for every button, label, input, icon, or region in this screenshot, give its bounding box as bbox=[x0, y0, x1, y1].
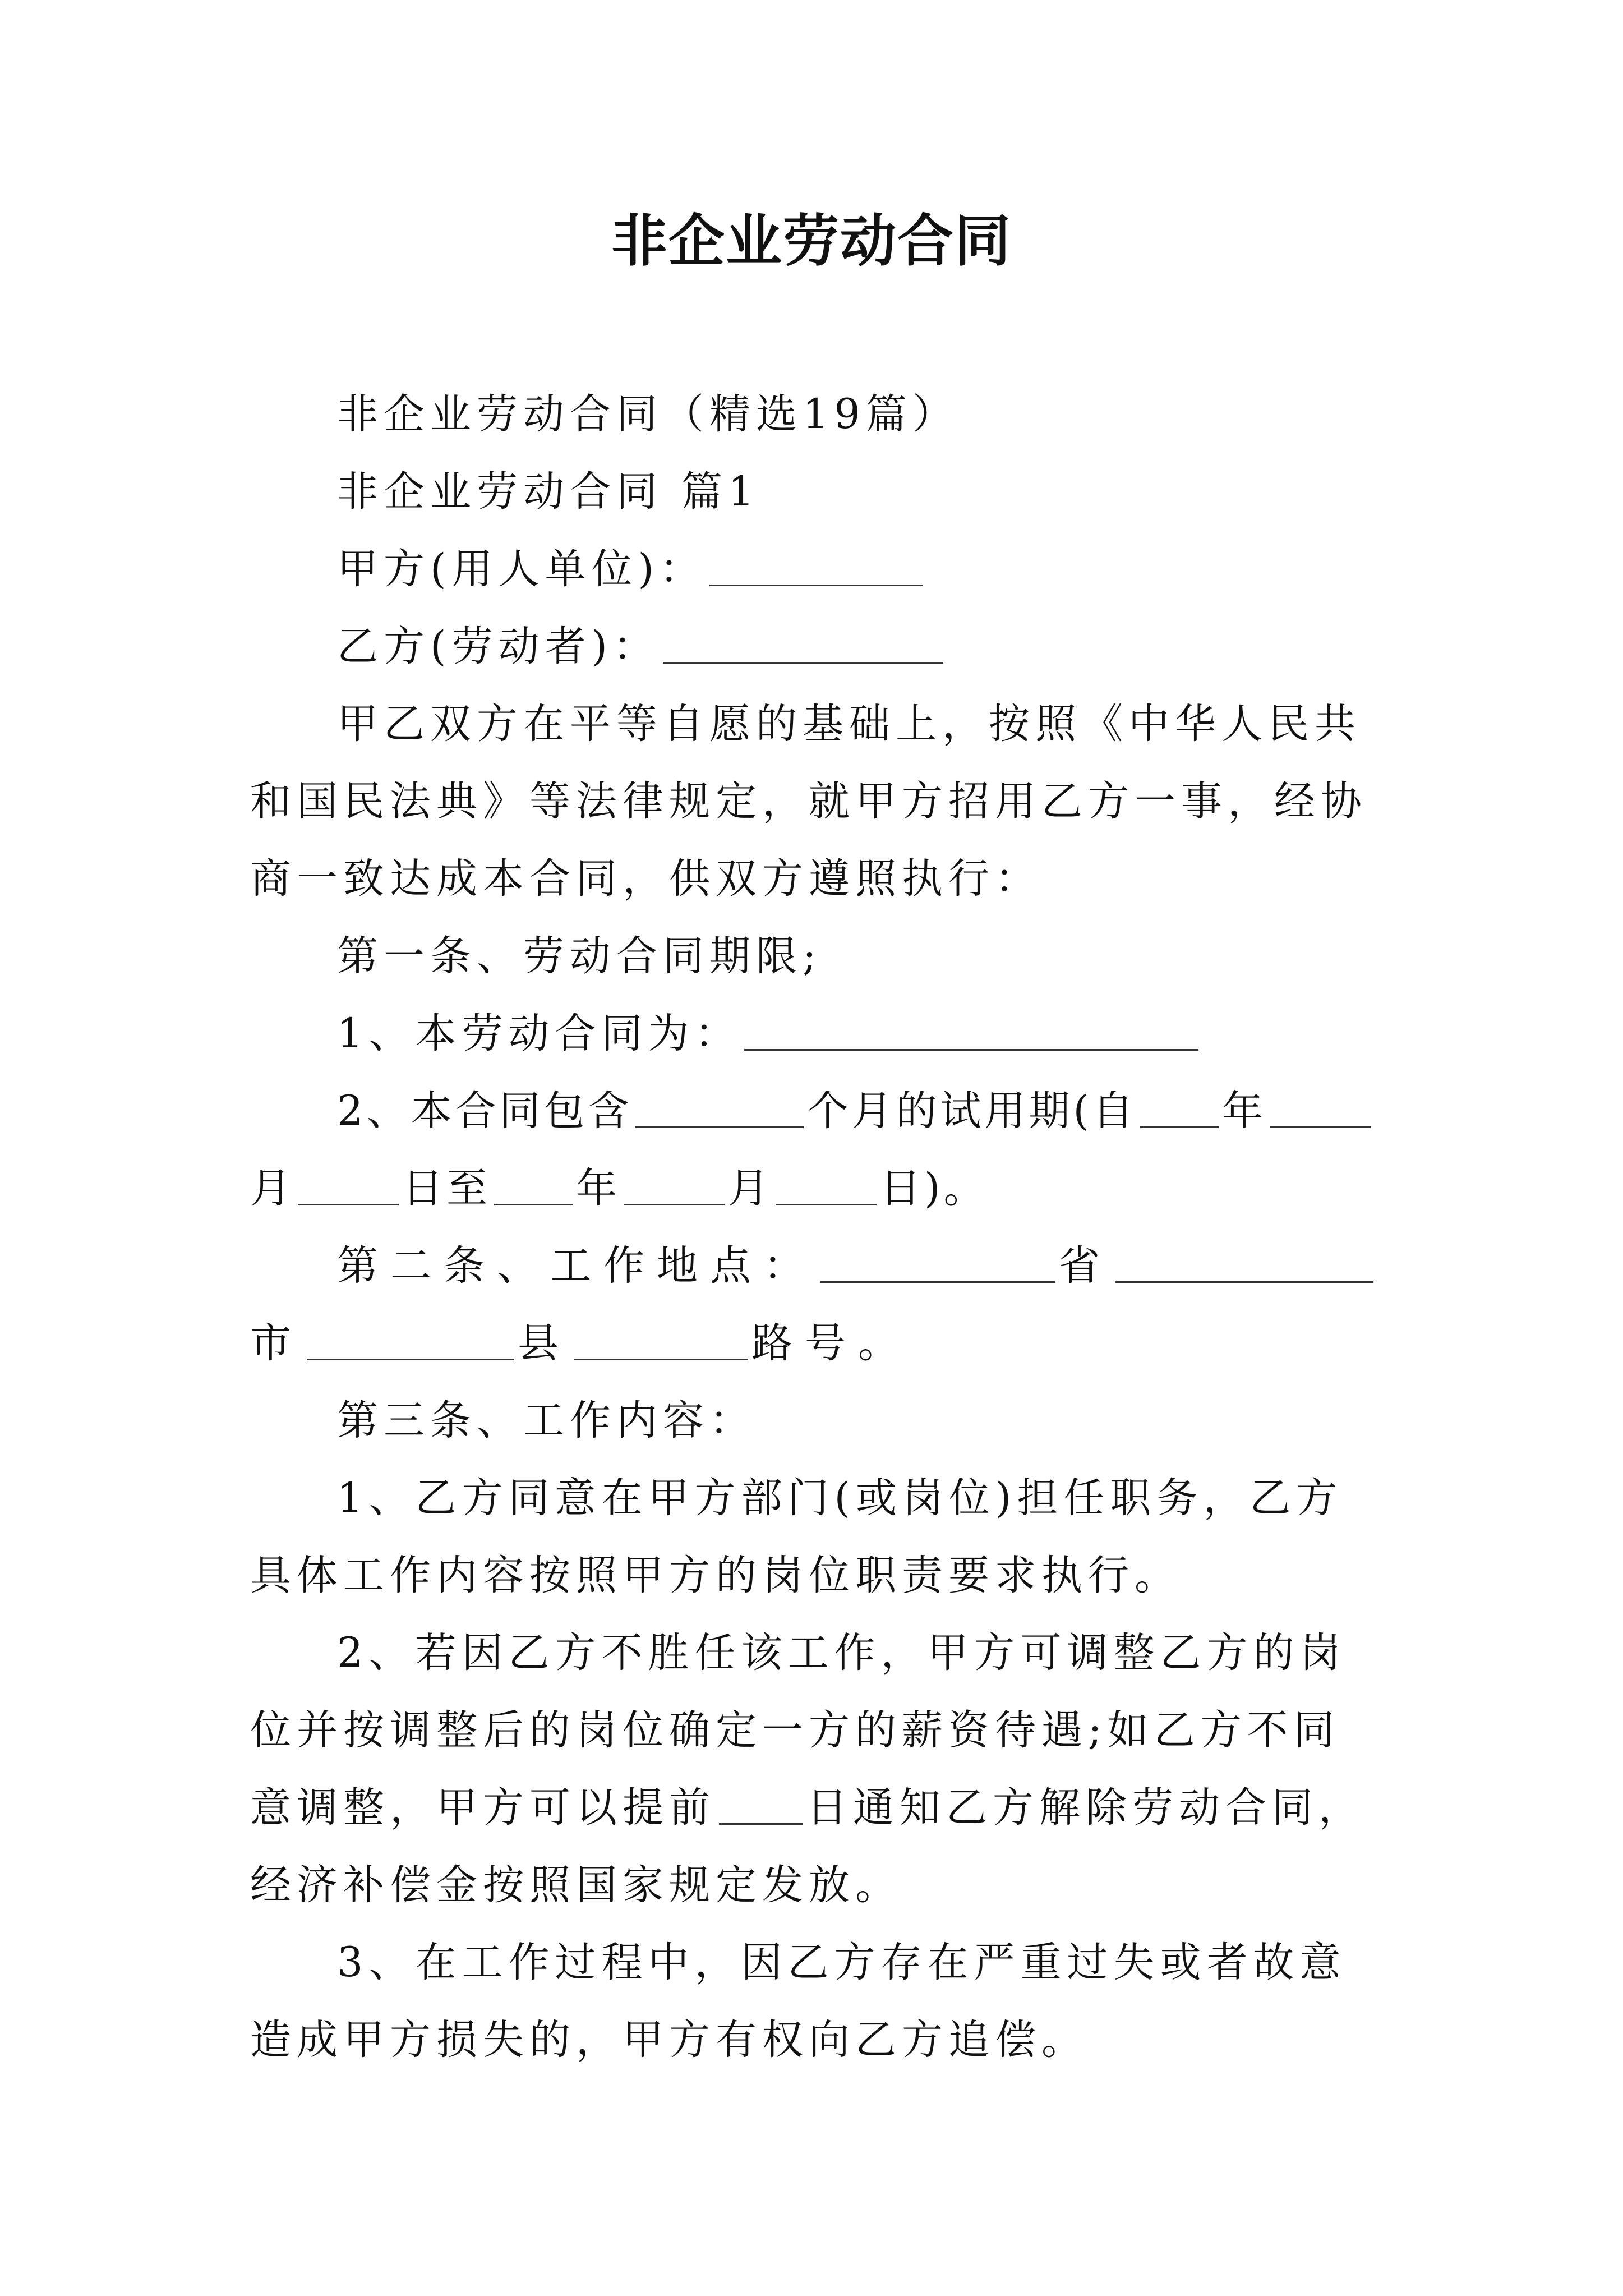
paragraph-article-2 bbox=[250, 1227, 1383, 1382]
probation-text-a: 2、本合同包含 bbox=[337, 1087, 633, 1135]
paragraph-liability: 3、在工作过程中，因乙方存在严重过失或者故意造成甲方损失的，甲方有权向乙方追偿。 bbox=[250, 1939, 1347, 2064]
contract-term-blank bbox=[744, 1049, 1198, 1051]
party-a-blank bbox=[709, 585, 923, 586]
start-year-blank bbox=[1140, 1126, 1219, 1128]
notice-days-blank bbox=[719, 1823, 803, 1825]
paragraph-contract-term bbox=[250, 995, 1383, 1073]
party-b-label: 乙方(劳动者)： bbox=[337, 623, 660, 670]
paragraph-party-b bbox=[250, 608, 1383, 685]
paragraph-article-3: 第三条、工作内容： bbox=[337, 1397, 756, 1444]
city-blank bbox=[1115, 1281, 1373, 1283]
probation-months-blank bbox=[635, 1126, 804, 1128]
adjustment-text-b: 日通知乙方解除劳动合同，经济补偿金按照国家规定发放。 bbox=[250, 1784, 1365, 1909]
start-day-blank bbox=[298, 1204, 399, 1205]
county-label: 县 bbox=[518, 1319, 571, 1367]
probation-text-c: 年 bbox=[1221, 1087, 1266, 1135]
document-title: 非企业劳动合同 bbox=[611, 208, 1012, 274]
county-blank bbox=[307, 1359, 514, 1360]
party-b-blank bbox=[663, 662, 943, 664]
work-location-label: 第二条、工作地点： bbox=[337, 1242, 817, 1290]
paragraph-job-adjustment bbox=[250, 1614, 1383, 1924]
contract-term-label: 1、本劳动合同为： bbox=[337, 1010, 741, 1057]
probation-text-e: 日至 bbox=[402, 1165, 491, 1212]
party-a-label: 甲方(用人单位)： bbox=[337, 545, 706, 593]
paragraph-article-1: 第一条、劳动合同期限; bbox=[337, 932, 822, 980]
end-month-blank bbox=[624, 1204, 725, 1205]
end-day-blank bbox=[776, 1204, 877, 1205]
paragraph-job-duty: 1、乙方同意在甲方部门(或岗位)担任职务，乙方具体工作内容按照甲方的岗位职责要求执行。 bbox=[250, 1474, 1343, 1599]
probation-text-b: 个月的试用期(自 bbox=[807, 1087, 1137, 1135]
province-label: 省 bbox=[1059, 1242, 1112, 1290]
paragraph-party-a bbox=[250, 531, 1383, 608]
road-blank bbox=[574, 1359, 748, 1360]
paragraph-subtitle: 非企业劳动合同（精选19篇） bbox=[337, 390, 959, 438]
probation-text-g: 月 bbox=[728, 1165, 772, 1212]
probation-text-f: 年 bbox=[576, 1165, 620, 1212]
city-label: 市 bbox=[250, 1319, 303, 1367]
adjustment-text-a: 2、若因乙方不胜任该工作，甲方可调整乙方的岗位并按调整后的岗位确定一方的薪资待遇;如乙方不同意调整，甲方可以提前 bbox=[250, 1629, 1347, 1832]
road-label: 路号。 bbox=[751, 1319, 911, 1367]
document-body bbox=[250, 376, 1383, 2079]
probation-text-d: 月 bbox=[250, 1165, 294, 1212]
probation-text-h: 日)。 bbox=[880, 1165, 988, 1212]
paragraph-section-heading: 非企业劳动合同 篇1 bbox=[337, 468, 760, 516]
province-blank bbox=[820, 1281, 1055, 1283]
end-year-blank bbox=[494, 1204, 573, 1205]
paragraph-preamble: 甲乙双方在平等自愿的基础上，按照《中华人民共和国民法典》等法律规定，就甲方招用乙方一事，经协商一致达成本合同，供双方遵照执行： bbox=[250, 700, 1367, 903]
paragraph-probation bbox=[250, 1073, 1383, 1227]
start-month-blank bbox=[1270, 1126, 1371, 1128]
